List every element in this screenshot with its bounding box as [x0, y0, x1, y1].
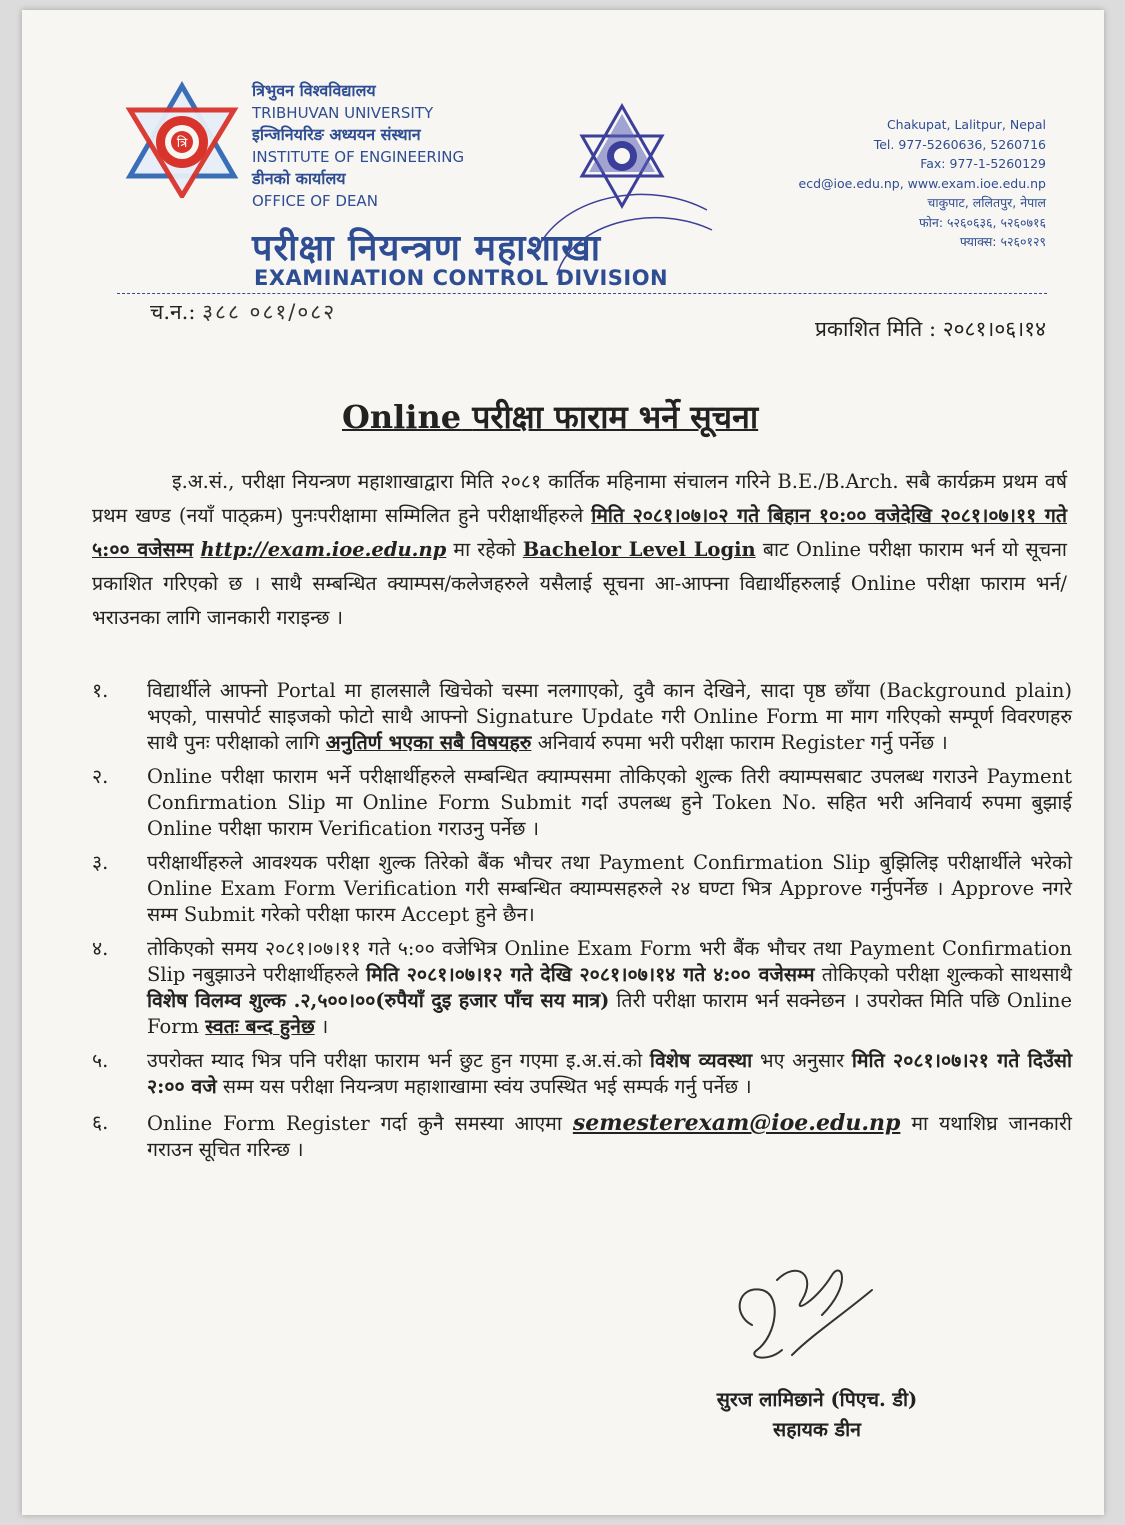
- list-item: [82, 1110, 1072, 1163]
- contact-block: [799, 115, 1046, 252]
- intro-text-1: इ.अ.सं., परीक्षा नियन्त्रण महाशाखाद्वारा मिति २०८१ कार्तिक महिनामा संचालन गरिने B.E./B.Arch. सबै कार्यक्रम प्रथम वर्ष प्रथम खण्ड (नयाँ पाठ्क्रम) पुनःपरीक्षामा सम्मिलित हुने परीक्षार्थीहरुले: [92, 470, 1067, 527]
- tribhuvan-university-logo: [122, 78, 242, 198]
- fax-en: Fax: 977-1-5260129: [920, 156, 1046, 171]
- intro-text-3: बाट Online परीक्षा फाराम भर्न यो सूचना प्रकाशित गरिएको छ । साथै सम्बन्धित क्याम्पस/कलेजहरुले यसैलाई सूचना आ-आफ्ना विद्यार्थीहरुलाई Online परीक्षा फाराम भर्न/भराउनका लागि जानकारी गराइन्छ ।: [92, 538, 1067, 629]
- list-item-emphasis: विशेष व्यवस्था: [649, 1049, 753, 1072]
- intro-date-range: मिति २०८१।०७।०२ गते बिहान १०:०० वजेदेखि २०८१।०७।११ गते ५:०० वजेसम्म: [92, 504, 1067, 561]
- list-item-text: तोकिएको समय २०८१।०७।११ गते ५:०० वजेभित्र Online Exam Form भरी बैंक भौचर तथा Payment Confirmation Slip नबुझाउने परीक्षार्थीहरुले: [147, 937, 1072, 986]
- notice-paper: [22, 10, 1104, 1515]
- list-item-emphasis: अनुतिर्ण भएका सबै विषयहरु: [325, 731, 532, 754]
- notice-title: [342, 395, 758, 438]
- list-item-text: Online Form Register गर्दा कुनै समस्या आएमा: [147, 1112, 562, 1135]
- reference-value: ३८८ ०८१/०८२: [202, 300, 337, 324]
- list-item-text: विद्यार्थीले आफ्नो Portal मा हालसालै खिचेको चस्मा नलगाएको, दुवै कान देखिने, सादा पृष्ठ छाँया (Background plain) भएको, पासपोर्ट साइजको फोटो साथै आफ्नो Signature Update गरी Online Form मा माग गरिएको सम्पूर्ण विवरणहरु साथै पुनः परीक्षाको लागि: [147, 679, 1072, 754]
- office-name-en: OFFICE OF DEAN: [252, 192, 378, 210]
- university-name-dev: त्रिभुवन विश्वविद्यालय: [252, 81, 376, 100]
- signatory-name: सुरज लामिछाने (पिएच. डी): [716, 1388, 918, 1411]
- header-institution-block: [252, 80, 464, 212]
- list-item: [82, 678, 1072, 756]
- list-item-number: ४.: [92, 937, 109, 960]
- reference-number: [150, 298, 336, 326]
- list-item-text: परीक्षार्थीहरुले आवश्यक परीक्षा शुल्क तिरेको बैंक भौचर तथा Payment Confirmation Slip बुझिलिइ परीक्षार्थीले भरेको Online Exam Form Verification गरी सम्बन्धित क्याम्पसहरुले २४ घण्टा भित्र Approve गर्नुपर्नेछ । Approve नगरे सम्म Submit गरेको परीक्षा फारम Accept हुने छैन।: [147, 851, 1072, 926]
- intro-paragraph: [92, 465, 1067, 635]
- bachelor-login-text: Bachelor Level Login: [522, 538, 756, 561]
- list-item: [82, 764, 1072, 842]
- office-name-dev: डीनको कार्यालय: [252, 169, 346, 188]
- signatory-title: सहायक डीन: [773, 1418, 861, 1441]
- list-item-emphasis: विशेष विलम्व शुल्क .२,५००।००(रुपैयाँ दुइ हजार पाँच सय मात्र): [147, 989, 610, 1012]
- list-item-text: ।: [320, 1015, 329, 1038]
- address-dev: चाकुपाट, ललितपुर, नेपाल: [927, 195, 1046, 210]
- university-name-en: TRIBHUVAN UNIVERSITY: [252, 104, 434, 122]
- notice-title-en: Online: [342, 398, 462, 436]
- exam-portal-link[interactable]: http://exam.ioe.edu.np: [200, 538, 447, 561]
- list-item-text: मा यथाशिघ्र जानकारी गराउन सूचित गरिन्छ ।: [147, 1112, 1072, 1161]
- telephone-dev: फोन: ५२६०६३६, ५२६०७१६: [919, 214, 1046, 230]
- header-divider: [117, 293, 1047, 294]
- list-item-text: भए अनुसार: [759, 1049, 845, 1072]
- list-item: [82, 936, 1072, 1040]
- svg-text:त्रि: त्रि: [176, 136, 188, 151]
- division-name-en: EXAMINATION CONTROL DIVISION: [254, 266, 669, 290]
- address-en: Chakupat, Lalitpur, Nepal: [886, 117, 1046, 132]
- telephone-en: Tel. 977-5260636, 5260716: [873, 136, 1046, 152]
- institute-name-dev: इन्जिनियरिङ अध्ययन संस्थान: [252, 125, 421, 144]
- list-item-emphasis: स्वतः बन्द हुनेछ: [205, 1015, 315, 1038]
- reference-label: च.न.:: [150, 300, 196, 324]
- list-item-text: अनिवार्य रुपमा भरी परीक्षा फाराम Register गर्नु पर्नेछ ।: [537, 731, 948, 754]
- instructions-list: [82, 678, 1072, 1171]
- list-item-text: सम्म यस परीक्षा नियन्त्रण महाशाखामा स्वंय उपस्थित भई सम्पर्क गर्नु पर्नेछ ।: [222, 1075, 752, 1098]
- list-item-text: उपरोक्त म्याद भित्र पनि परीक्षा फाराम भर्न छुट हुन गएमा इ.अ.सं.को: [147, 1049, 643, 1072]
- list-item-emphasis: मिति २०८१।०७।१२ गते देखि २०८१।०७।१४ गते ४:०० वजेसम्म: [366, 963, 815, 986]
- list-item-text: Online परीक्षा फाराम भर्ने परीक्षार्थीहरुले सम्बन्धित क्याम्पसमा तोकिएको शुल्क तिरी क्याम्पसबाट उपलब्ध गराउने Payment Confirmation Slip मा Online Form Submit गर्दा उपलब्ध हुने Token No. सहित भरी अनिवार्य रुपमा बुझाई Online परीक्षा फाराम Verification गराउनु पर्नेछ ।: [147, 765, 1072, 840]
- list-item-text: तोकिएको परीक्षा शुल्कको साथसाथै: [821, 963, 1072, 986]
- list-item: [82, 1048, 1072, 1100]
- signatory-block: [687, 1385, 947, 1445]
- division-name-dev: परीक्षा नियन्त्रण महाशाखा: [252, 228, 602, 269]
- email-website: ecd@ioe.edu.np, www.exam.ioe.edu.np: [798, 175, 1046, 191]
- institute-name-en: INSTITUTE OF ENGINEERING: [252, 148, 465, 166]
- list-item-emphasis: मिति २०८१।०७।२१ गते दिउँसो २:०० वजे: [147, 1049, 1073, 1098]
- published-date: [815, 315, 1046, 343]
- list-item-text: तिरी परीक्षा फाराम भर्न सक्नेछन । उपरोक्त मिति पछि Online Form: [147, 989, 1073, 1038]
- fax-dev: फ्याक्स: ५२६०१२९: [959, 234, 1046, 249]
- list-item-number: २.: [92, 765, 109, 788]
- list-item: [82, 850, 1072, 928]
- list-item-number: ५.: [92, 1049, 109, 1072]
- list-item-number: ६.: [92, 1111, 109, 1134]
- notice-title-dev: परीक्षा फाराम भर्ने सूचना: [472, 398, 759, 436]
- list-item-number: ३.: [92, 851, 109, 874]
- handwritten-signature: [722, 1255, 882, 1375]
- published-date-label: प्रकाशित मिति :: [814, 317, 937, 341]
- intro-text-2: मा रहेको: [453, 538, 516, 561]
- support-email-link[interactable]: semesterexam@ioe.edu.np: [572, 1110, 901, 1136]
- list-item-number: १.: [92, 679, 109, 702]
- published-date-value: २०८१।०६।१४: [942, 317, 1046, 341]
